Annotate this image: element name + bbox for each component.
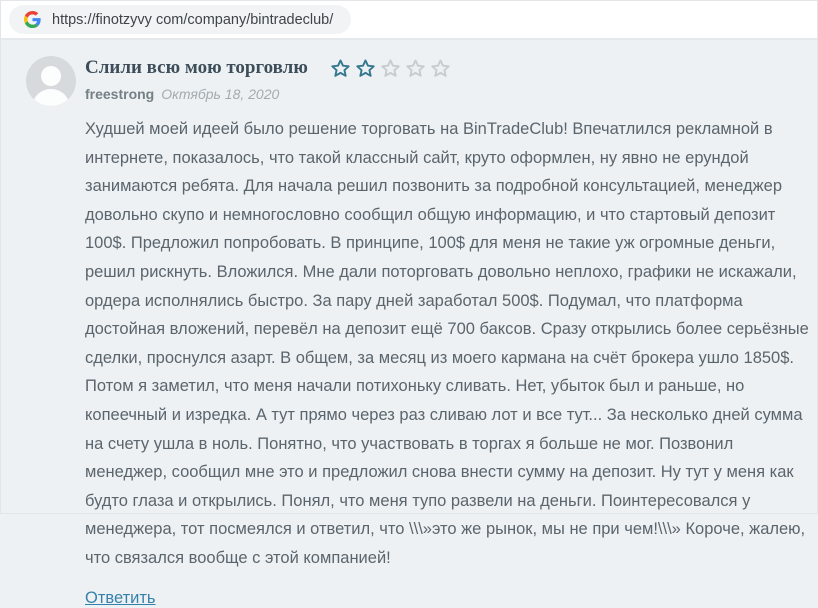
star-icon bbox=[405, 58, 426, 79]
star-icon bbox=[380, 58, 401, 79]
user-avatar bbox=[26, 56, 76, 106]
url-field[interactable] bbox=[9, 5, 351, 34]
reply-link[interactable]: Ответить bbox=[85, 588, 156, 607]
url-text: https://finotzyvy com/company/bintradeclub/ bbox=[52, 11, 334, 28]
star-icon-active bbox=[355, 58, 376, 79]
star-rating bbox=[330, 58, 451, 79]
avatar-person-icon bbox=[33, 89, 69, 106]
browser-address-bar bbox=[1, 1, 817, 40]
review-card bbox=[1, 40, 817, 608]
star-icon bbox=[430, 58, 451, 79]
star-icon-active bbox=[330, 58, 351, 79]
review-title: Слили всю мою торговлю bbox=[85, 57, 308, 79]
avatar-person-icon bbox=[41, 66, 61, 86]
review-date: Октябрь 18, 2020 bbox=[161, 86, 280, 102]
review-author: freestrong bbox=[85, 86, 155, 102]
review-body-text: Худшей моей идеей было решение торговать на BinTradeClub! Впечатлился рекламной в интернете, показалось, что такой классный сайт, круто оформлен, ну явно не ерундой занимаются ребята. Для начала решил позвонить за подробной консультацией, менеджер довольно скупо и немногословно сообщил общую информацию, и что стартовый депозит 100$. Предложил попробовать. В принципе, 100$ для меня не такие уж огромные деньги, решил рискнуть. Вложился. Мне дали поторговать довольно неплохо, графики не искажали, ордера исполнялись быстро. За пару дней заработал 500$. Подумал, что платформа достойная вложений, перевёл на депозит ещё 700 баксов. Сразу открылись более серьёзные сделки, проснулся азарт. В общем, за месяц из моего кармана на счёт брокера ушло 1850$. Потом я заметил, что меня начали потихоньку сливать. Нет, убыток был и раньше, но копеечный и изредка. А тут прямо через раз сливаю лот и все тут... За несколько дней сумма на счету ушла в ноль. Понятно, что участвовать в торгах я больше не мог. Позвонил менеджер, сообщил мне это и предложил снова внести сумму на депозит. Ну тут у меня как будто глаза и открылись. Понял, что меня тупо развели на деньги. Поинтересовался у менеджера, тот посмеялся и ответил, что \\\»это же рынок, мы не при чем!\\\» Короче, жалею, что связался вообще с этой компанией! bbox=[85, 120, 809, 567]
google-g-icon bbox=[24, 11, 41, 28]
